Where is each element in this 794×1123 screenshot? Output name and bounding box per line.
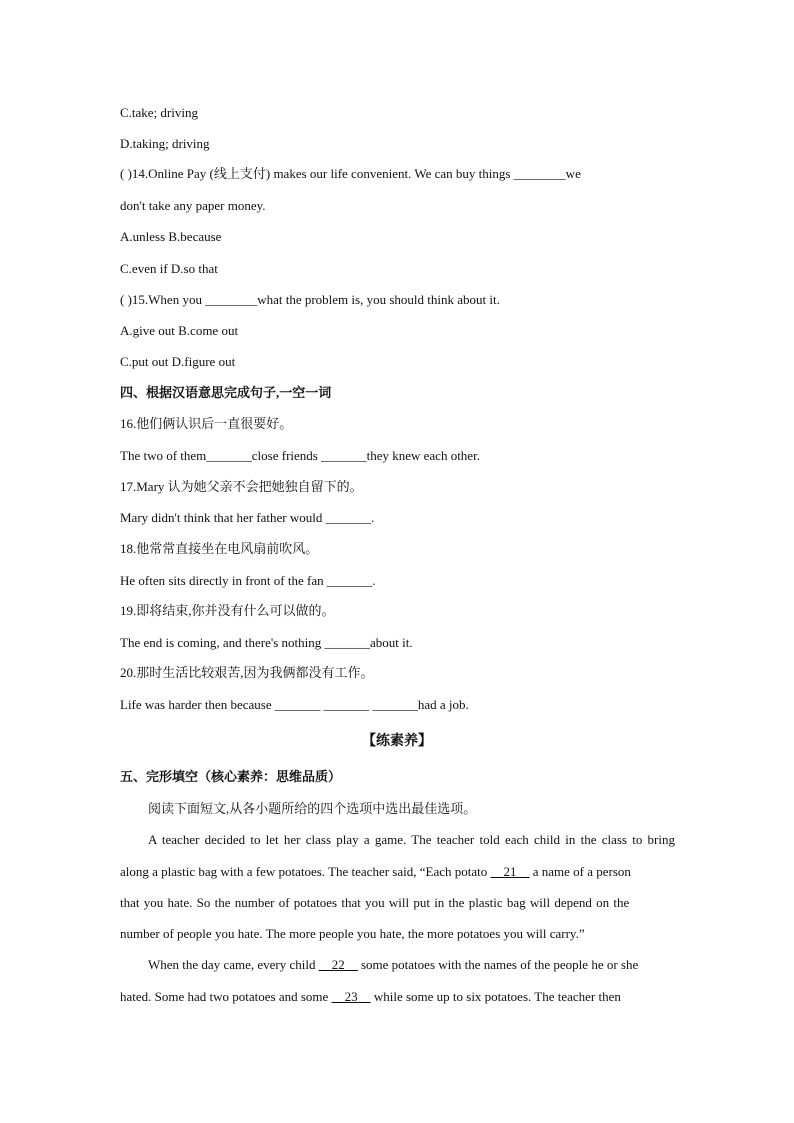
- question-18-cn: 18.他常常直接坐在电风扇前吹风。: [120, 541, 319, 556]
- blank-23: __23__: [331, 989, 371, 1004]
- blank-21: __21__: [490, 864, 530, 879]
- question-20-en: Life was harder then because _______ _______ _______had a job.: [120, 697, 469, 712]
- options-15-ab: A.give out B.come out: [120, 323, 239, 338]
- section-5-heading: 五、完形填空（核心素养：思维品质）: [120, 769, 342, 784]
- question-20-cn: 20.那时生活比较艰苦,因为我俩都没有工作。: [120, 665, 374, 680]
- section-4-heading: 四、根据汉语意思完成句子,一空一词: [120, 385, 332, 400]
- option-c-13: C.take; driving: [120, 105, 198, 120]
- passage-text: hated. Some had two potatoes and some: [120, 989, 332, 1004]
- passage-text: a name of a person: [529, 864, 631, 879]
- question-14-cont: don't take any paper money.: [120, 198, 266, 213]
- option-d-13: D.taking; driving: [120, 136, 210, 151]
- passage-text: while some up to six potatoes. The teacher then: [370, 989, 621, 1004]
- options-15-cd: C.put out D.figure out: [120, 354, 236, 369]
- question-17-en: Mary didn't think that her father would _______.: [120, 510, 375, 525]
- question-18-en: He often sits directly in front of the fan _______.: [120, 573, 376, 588]
- blank-22: __22__: [318, 957, 358, 972]
- passage-line-2: [120, 863, 675, 881]
- options-14-ab: A.unless B.because: [120, 229, 222, 244]
- section-5-instruction: 阅读下面短文,从各小题所给的四个选项中选出最佳选项。: [148, 801, 477, 816]
- passage-line-4: number of people you hate. The more people you hate, the more potatoes you will carry.”: [120, 926, 585, 941]
- question-16-cn: 16.他们俩认识后一直很要好。: [120, 416, 293, 431]
- question-19-cn: 19.即将结束,你并没有什么可以做的。: [120, 603, 335, 618]
- passage-line-5: [148, 956, 675, 974]
- passage-text: When the day came, every child: [148, 957, 319, 972]
- passage-line-6: [120, 988, 675, 1006]
- question-16-en: The two of them_______close friends _______they knew each other.: [120, 448, 480, 463]
- passage-text: some potatoes with the names of the people he or she: [357, 957, 639, 972]
- passage-line-3: that you hate. So the number of potatoes that you will put in the plastic bag will depend on the: [120, 895, 630, 910]
- practice-heading: 【练素养】: [362, 734, 432, 749]
- question-15: ( )15.When you ________what the problem is, you should think about it.: [120, 292, 500, 307]
- passage-text: along a plastic bag with a few potatoes. The teacher said, “Each potato: [120, 864, 491, 879]
- question-17-cn: 17.Mary 认为她父亲不会把她独自留下的。: [120, 479, 363, 494]
- question-19-en: The end is coming, and there's nothing _______about it.: [120, 635, 413, 650]
- options-14-cd: C.even if D.so that: [120, 261, 218, 276]
- question-14: ( )14.Online Pay (线上支付) makes our life convenient. We can buy things ________we: [120, 166, 581, 181]
- passage-line-1: A teacher decided to let her class play a game. The teacher told each child in the class to bring: [148, 832, 675, 847]
